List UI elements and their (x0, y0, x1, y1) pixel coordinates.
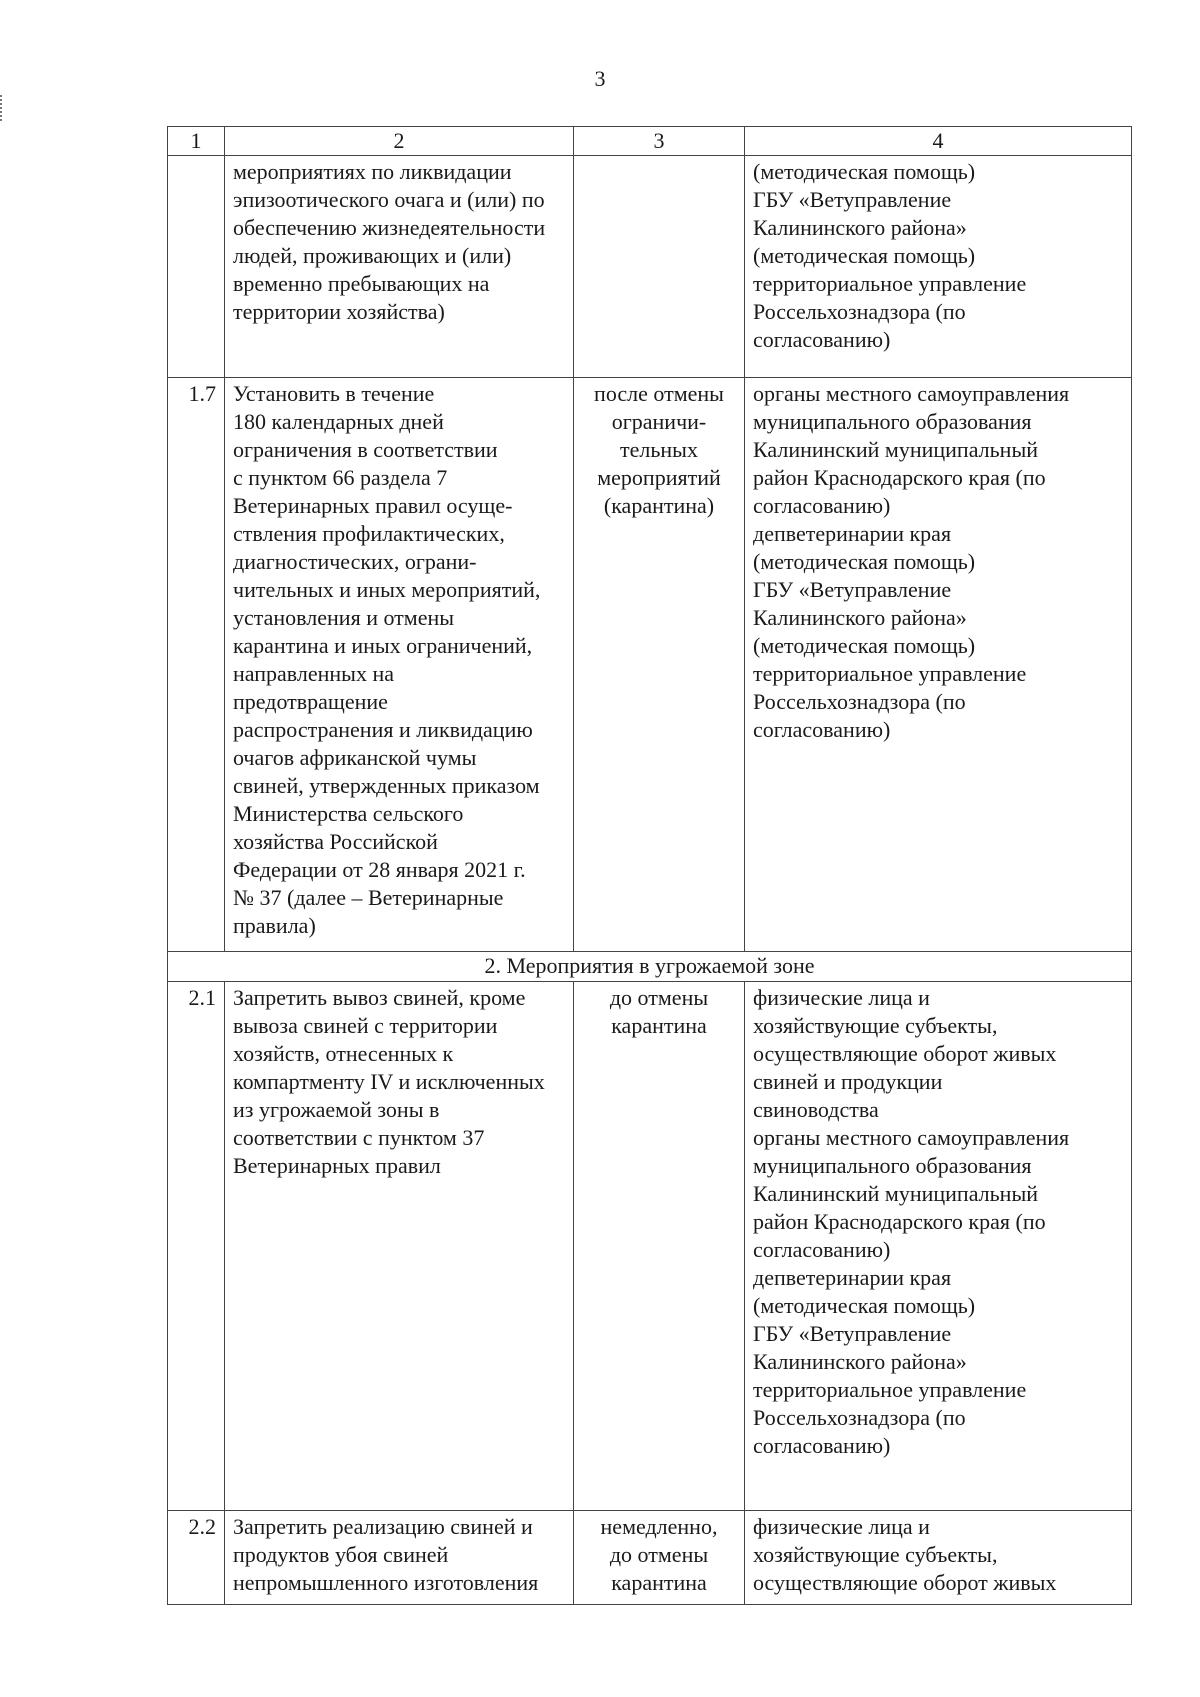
text-line: хозяйств, отнесенных к (233, 1041, 454, 1066)
text-line: депветеринарии края (753, 1265, 952, 1290)
text-line: соответствии с пунктом 37 (233, 1125, 485, 1150)
text-line: район Краснодарского края (по (753, 1209, 1046, 1234)
text-line: Министерства сельского (233, 801, 464, 826)
text-line: осуществляющие оборот живых (753, 1570, 1057, 1595)
text-line: органы местного самоуправления (753, 381, 1070, 406)
text-line: ствления профилактических, (233, 521, 505, 546)
text-line: физические лица и (753, 985, 930, 1010)
text-line: диагностических, ограни- (233, 549, 477, 574)
text-line: муниципального образования (753, 409, 1032, 434)
row-number: 2.2 (168, 1511, 225, 1605)
header-col-4: 4 (745, 127, 1132, 156)
text-line: карантина и иных ограничений, (233, 633, 533, 658)
text-line: согласованию) (753, 493, 891, 518)
table-header-row (168, 127, 1132, 156)
text-line: правила) (233, 913, 316, 938)
text-line: Запретить реализацию свиней и (233, 1514, 533, 1539)
text-line: из угрожаемой зоны в (233, 1097, 440, 1122)
text-line: до отмены (609, 985, 709, 1010)
page-number: 3 (594, 66, 606, 91)
text-line: немедленно, (600, 1514, 718, 1539)
text-line: осуществляющие оборот живых (753, 1041, 1057, 1066)
text-line: ГБУ «Ветуправление (753, 187, 952, 212)
text-line: свиней, утвержденных приказом (233, 773, 540, 798)
section-heading-row (168, 952, 1132, 982)
text-line: предотвращение (233, 689, 388, 714)
deadline-cell (574, 156, 745, 378)
text-line: очагов африканской чумы (233, 745, 477, 770)
text-line: с пунктом 66 раздела 7 (233, 465, 448, 490)
text-line: вывоза свиней с территории (233, 1013, 498, 1038)
section-heading: 2. Мероприятия в угрожаемой зоне (168, 952, 1132, 982)
table-row (168, 156, 1132, 378)
text-line: (карантина) (603, 493, 715, 518)
measures-table (167, 126, 1132, 1605)
text-line: муниципального образования (753, 1153, 1032, 1178)
text-line: (методическая помощь) (753, 1293, 976, 1318)
text-line: хозяйствующие субъекты, (753, 1013, 998, 1038)
text-line: Калининского района» (753, 215, 967, 240)
text-line: Россельхознадзора (по (753, 299, 966, 324)
text-line: (методическая помощь) (753, 243, 976, 268)
row-number: 1.7 (168, 378, 225, 952)
text-line: хозяйствующие субъекты, (753, 1542, 998, 1567)
text-line: обеспечению жизнедеятельности (233, 215, 546, 240)
text-line: (методическая помощь) (753, 159, 976, 184)
table-row (168, 1511, 1132, 1605)
header-col-1: 1 (168, 127, 225, 156)
responsible-cell (745, 982, 1132, 1511)
text-line: органы местного самоуправления (753, 1125, 1070, 1150)
text-line: территориальное управление (753, 1377, 1027, 1402)
text-line: депветеринарии края (753, 521, 952, 546)
text-line: мероприятиях по ликвидации (233, 159, 512, 184)
text-line: непромышленного изготовления (233, 1570, 539, 1595)
row-number (168, 156, 225, 378)
text-line: Ветеринарных правил (233, 1153, 441, 1178)
text-line: ГБУ «Ветуправление (753, 577, 952, 602)
text-line: до отмены (609, 1542, 709, 1567)
header-col-2: 2 (225, 127, 574, 156)
text-line: согласованию) (753, 327, 891, 352)
text-line: карантина (611, 1570, 707, 1595)
text-line: Ветеринарных правил осуще- (233, 493, 513, 518)
text-line: продуктов убоя свиней (233, 1542, 449, 1567)
table-row (168, 982, 1132, 1511)
text-line: ограничения в соответствии (233, 437, 498, 462)
text-line: мероприятий (597, 465, 721, 490)
text-line: после отмены (594, 381, 724, 406)
text-line: Федерации от 28 января 2021 г. (233, 857, 526, 882)
text-line: свиноводства (753, 1097, 879, 1122)
measure-cell (225, 1511, 574, 1605)
text-line: распространения и ликвидацию (233, 717, 533, 742)
table-row (168, 378, 1132, 952)
header-col-3: 3 (574, 127, 745, 156)
text-line: согласованию) (753, 1237, 891, 1262)
responsible-cell (745, 1511, 1132, 1605)
text-line: территории хозяйства) (233, 299, 445, 324)
text-line: (методическая помощь) (753, 549, 976, 574)
text-line: Россельхознадзора (по (753, 1405, 966, 1430)
text-line: ГБУ «Ветуправление (753, 1321, 952, 1346)
measure-cell (225, 378, 574, 952)
deadline-cell (574, 1511, 745, 1605)
text-line: временно пребывающих на (233, 271, 490, 296)
text-line: территориальное управление (753, 271, 1027, 296)
text-line: компартменту IV и исключенных (233, 1069, 545, 1094)
text-line: район Краснодарского края (по (753, 465, 1046, 490)
text-line: (методическая помощь) (753, 633, 976, 658)
text-line: эпизоотического очага и (или) по (233, 187, 545, 212)
text-line: физические лица и (753, 1514, 930, 1539)
text-line: свиней и продукции (753, 1069, 943, 1094)
deadline-cell (574, 378, 745, 952)
measure-cell (225, 982, 574, 1511)
text-line: согласованию) (753, 1433, 891, 1458)
text-line: Установить в течение (233, 381, 435, 406)
text-line: согласованию) (753, 717, 891, 742)
text-line: чительных и иных мероприятий, (233, 577, 541, 602)
text-line: карантина (611, 1013, 707, 1038)
text-line: Калининский муниципальный (753, 437, 1039, 462)
text-line: территориальное управление (753, 661, 1027, 686)
text-line: № 37 (далее – Ветеринарные (233, 885, 504, 910)
text-line: людей, проживающих и (или) (233, 243, 512, 268)
text-line: хозяйства Российской (233, 829, 438, 854)
responsible-cell (745, 156, 1132, 378)
measure-cell (225, 156, 574, 378)
text-line: установления и отмены (233, 605, 455, 630)
row-number: 2.1 (168, 982, 225, 1511)
text-line: направленных на (233, 661, 394, 686)
text-line: Калининский муниципальный (753, 1181, 1039, 1206)
text-line: ограничи- (611, 409, 707, 434)
responsible-cell (745, 378, 1132, 952)
text-line: тельных (620, 437, 698, 462)
text-line: Калининского района» (753, 605, 967, 630)
deadline-cell (574, 982, 745, 1511)
scan-margin-mark (0, 95, 5, 121)
text-line: Калининского района» (753, 1349, 967, 1374)
text-line: Россельхознадзора (по (753, 689, 966, 714)
text-line: 180 календарных дней (233, 409, 444, 434)
text-line: Запретить вывоз свиней, кроме (233, 985, 526, 1010)
